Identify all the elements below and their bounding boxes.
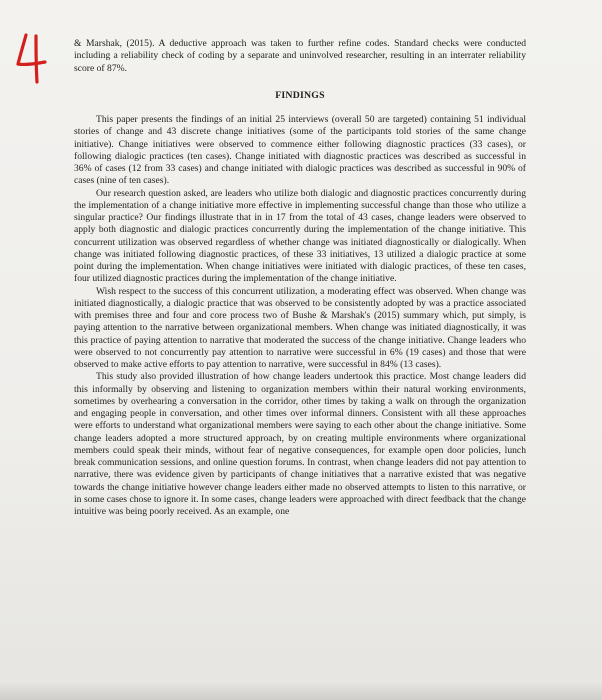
findings-body bbox=[74, 114, 526, 518]
section-heading: FINDINGS bbox=[275, 90, 325, 101]
paragraph-3: Wish respect to the success of this concurrent utilization, a moderating effect was observed. When change was initiated diagnostically, a dialogic practice that was observed to be consistently adopted by was a practice associated with premises three and four and core process two of Bushe & Marshak's (2015) summary which, put simply, is paying attention to the narrative between organizational members. When change was initiated diagnostically, it was this practice of paying attention to narrative that moderated the success of the change initiative. Change leaders who were observed to not concurrently pay attention to narrative were successful in 6% (19 cases) and those that were observed to make active efforts to pay attention to narrative, were successful in 84% (13 cases). bbox=[74, 285, 526, 370]
intro-paragraph bbox=[74, 38, 526, 75]
paragraph-2: Our research question asked, are leaders who utilize both dialogic and diagnostic practices concurrently during the implementation of a change initiative more effective in implementing successful change than those who utilize a singular practice? Our findings illustrate that in in 17 from the total of 43 cases, change leaders were observed to apply both diagnostic and dialogic practices concurrently during the implementation of the change initiative. This concurrent utilization was observed regardless of whether change was initiated diagnostically or dialogically. When change was initiated following diagnostic practices, of these 33 initiatives, 13 utilized a dialogic practice at some point during the implementation. When change initiatives were initiated with dialogic practices, of these ten cases, four utilized diagnostic practices during the implementation of the change initiative. bbox=[74, 187, 526, 285]
paragraph-4: This study also provided illustration of how change leaders undertook this practice. Most change leaders did this informally by observing and listening to organization members within their natural working environments, sometimes by overhearing a conversation in the corridor, other times by taking a walk on through the organization and engaging people in conversation, and other times over informal dinners. Consistent with all these approaches were efforts to understand what organizational members were saying to each other about the change initiative. Some change leaders adopted a more structured approach, by on creating multiple environments where organizational members could speak their minds, without fear of negative consequences, for example open door policies, lunch break communication sessions, and online question forums. In contrast, when change leaders did not pay attention to narrative, there was evidence given by participants of change initiatives that a narrative existed that was negative towards the change initiative however change leaders either made no observed attempts to listen to this narrative, or in some cases chose to ignore it. In some cases, change leaders were approached with direct feedback that the change intuitive was being poorly received. As an example, one bbox=[74, 371, 526, 517]
paragraph-1: This paper presents the findings of an initial 25 interviews (overall 50 are targeted) containing 51 individual stories of change and 43 discrete change initiatives (some of the participants told stories of the same change initiative). Change initiatives were observed to commence either following diagnostic practices (33 cases), or following dialogic practices (ten cases). Change initiated with diagnostic practices was described as successful in 36% of cases (12 from 33 cases) and change initiated with dialogic practices was described as successful in 90% of cases (nine of ten cases). bbox=[74, 114, 526, 187]
handwritten-number-4 bbox=[14, 32, 48, 84]
intro-text: & Marshak, (2015). A deductive approach was taken to further refine codes. Standard checks were conducted including a reliability check of coding by a separate and uninvolved researcher, resulting in an interrater reliability score of 87%. bbox=[74, 38, 526, 74]
page-shadow bbox=[0, 682, 602, 700]
